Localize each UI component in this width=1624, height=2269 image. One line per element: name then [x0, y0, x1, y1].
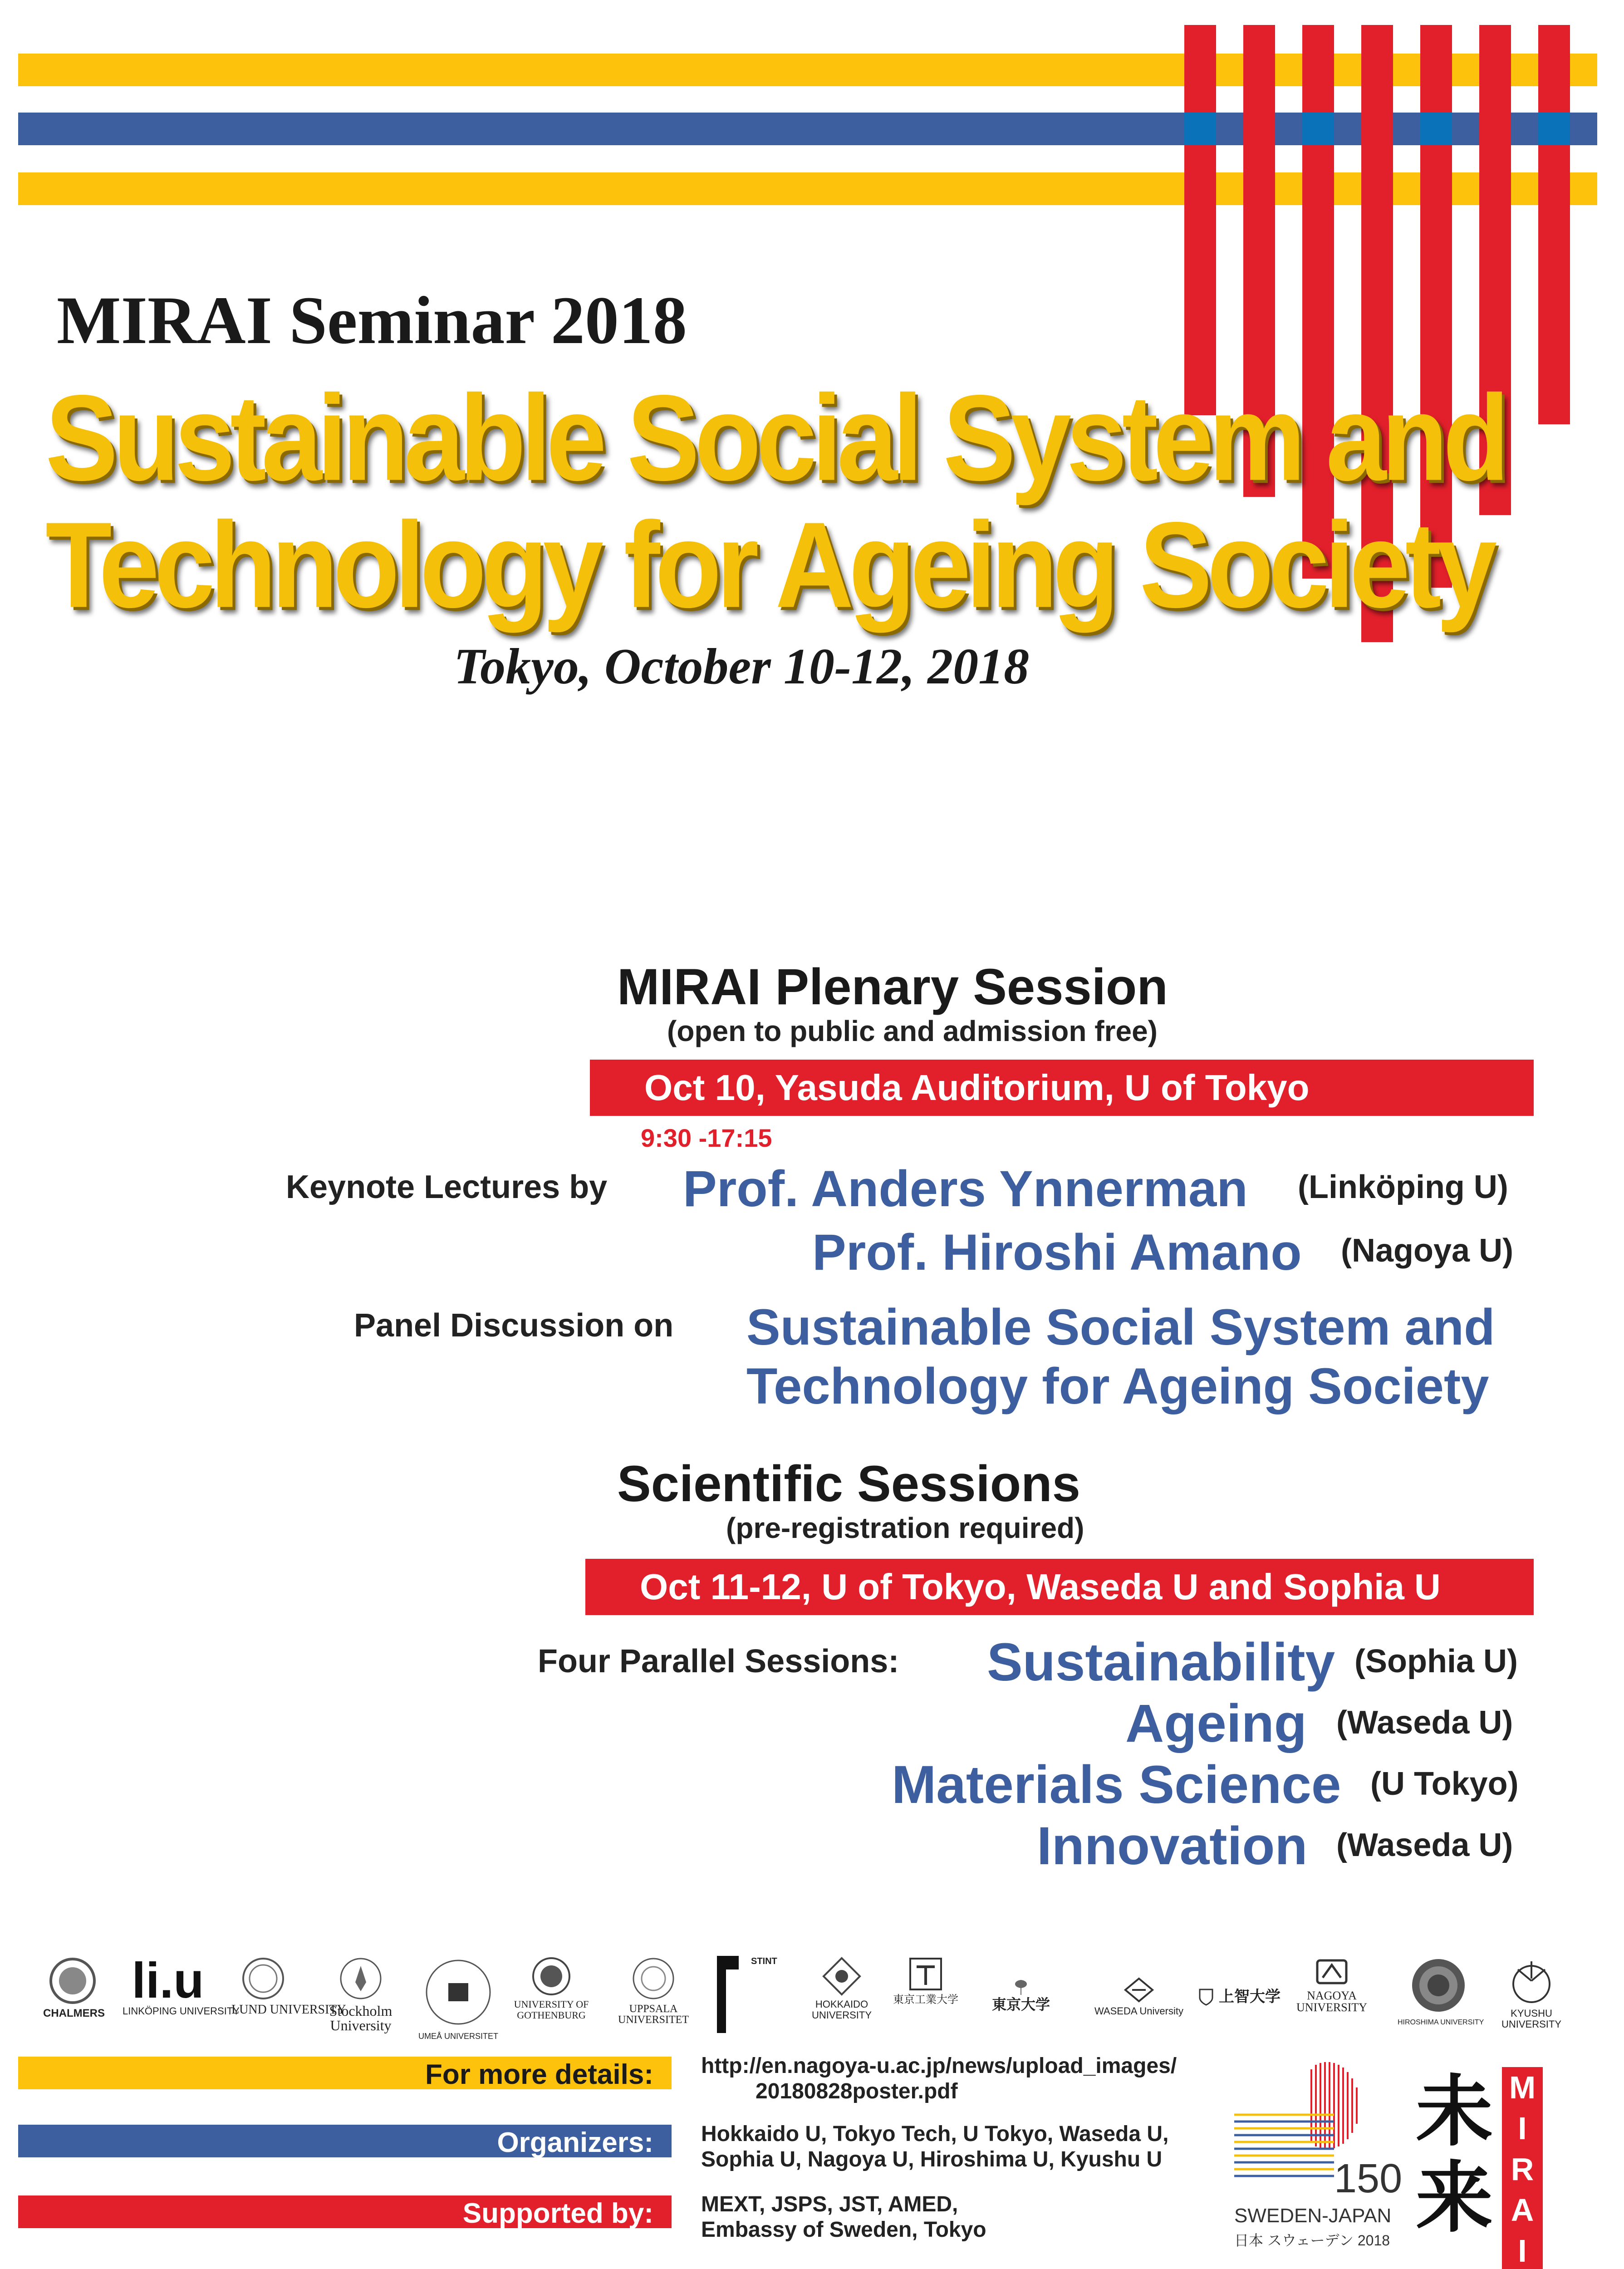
- event-date: Tokyo, October 10-12, 2018: [454, 638, 1030, 695]
- sophia-logo: [1193, 1988, 1284, 2065]
- organizers-bar: [18, 2125, 672, 2157]
- logo-label: LUND UNIVERSITY: [231, 2003, 346, 2017]
- weave-cross: [1184, 113, 1216, 145]
- sophia-row: [1193, 1988, 1284, 2006]
- panel-topic-line-1: Sustainable Social System and: [746, 1299, 1495, 1356]
- scientific-title: Scientific Sessions: [617, 1455, 1080, 1512]
- speaker-name: Prof. Anders Ynnerman: [683, 1160, 1248, 1217]
- top-stripe-blue: [18, 113, 1597, 145]
- panel-topic-line-2: Technology for Ageing Society: [746, 1358, 1489, 1414]
- mirai-kanji-1: 未: [1416, 2070, 1493, 2155]
- weave-cross: [1420, 113, 1452, 145]
- session-name: Sustainability: [987, 1632, 1335, 1692]
- logo-label: UNIVERSITY OF GOTHENBURG: [514, 1999, 589, 2021]
- speaker-affiliation: (Linköping U): [1298, 1169, 1508, 1205]
- logo-label: HOKKAIDO UNIVERSITY: [811, 1999, 872, 2021]
- mirai-letter: I: [1518, 2233, 1527, 2269]
- parallel-label: Four Parallel Sessions:: [538, 1643, 899, 1680]
- scientific-banner-text: Oct 11-12, U of Tokyo, Waseda U and Sophia U: [640, 1567, 1441, 1607]
- session-affiliation: (Waseda U): [1336, 1827, 1513, 1863]
- logo-label: UMEÅ UNIVERSITET: [418, 2032, 499, 2041]
- waseda-mark-icon: [1123, 1976, 1155, 2004]
- logo-label: 東京工業大学: [893, 1994, 958, 2006]
- speaker-affiliation: (Nagoya U): [1341, 1233, 1514, 1269]
- utokyo-icho-icon: [1012, 1979, 1030, 1997]
- panel-label: Panel Discussion on: [354, 1307, 674, 1344]
- liu-mark: li.u: [132, 1953, 204, 2009]
- details-url-line-2[interactable]: 20180828poster.pdf: [756, 2079, 958, 2103]
- uppsala-logo: [613, 1956, 694, 2033]
- stockholm-seal-icon: [338, 1956, 383, 2001]
- scientific-note: (pre-registration required): [726, 1512, 1084, 1544]
- plenary-time: 9:30 -17:15: [641, 1124, 772, 1152]
- sweden-japan-150-mark: [1225, 2060, 1407, 2269]
- weave-bar: [1184, 25, 1216, 415]
- hokkaido-mark-icon: [821, 1956, 862, 1997]
- tokyo-tech-mark-icon: [908, 1956, 944, 1992]
- top-stripe-yellow-2: [18, 172, 1597, 205]
- supported-line-2: Embassy of Sweden, Tokyo: [701, 2218, 986, 2242]
- sophia-crest-icon: [1197, 1988, 1215, 2006]
- plenary-banner-text: Oct 10, Yasuda Auditorium, U of Tokyo: [644, 1067, 1310, 1108]
- weave-bar: [1538, 25, 1570, 424]
- stint-logo: [717, 1956, 785, 2033]
- plenary-banner: [590, 1060, 1534, 1116]
- stint-mark-icon: [717, 1956, 744, 2033]
- headline-line-1: Sustainable Social System and: [45, 369, 1505, 506]
- lund-logo: [231, 1956, 346, 2033]
- session-affiliation: (Waseda U): [1336, 1704, 1513, 1741]
- logo-label: KYUSHU UNIVERSITY: [1501, 2008, 1562, 2030]
- mirai-kanji: [1416, 2069, 1493, 2242]
- hiroshima-seal-icon: [1409, 1956, 1468, 2015]
- anniversary-line-2: 日本 スウェーデン 2018: [1234, 2232, 1390, 2249]
- speaker-name: Prof. Hiroshi Amano: [812, 1224, 1302, 1281]
- organizers-label: Organizers:: [497, 2127, 653, 2158]
- plenary-note: (open to public and admission free): [667, 1015, 1158, 1047]
- mirai-letter: M: [1509, 2070, 1536, 2105]
- details-bar: [18, 2057, 672, 2089]
- mirai-letters-box: [1502, 2067, 1543, 2269]
- nagoya-mark-icon: [1314, 1956, 1350, 1988]
- gothenburg-seal-icon: [531, 1956, 572, 1997]
- anniversary-number: 150: [1334, 2156, 1403, 2201]
- scientific-banner: [585, 1559, 1534, 1615]
- kyushu-logo: [1497, 1956, 1565, 2033]
- logo-label: UPPSALA UNIVERSITET: [618, 2003, 689, 2026]
- logo-label: LINKÖPING UNIVERSITY: [123, 2005, 240, 2017]
- logo-label: Stockholm University: [329, 2003, 393, 2033]
- umea-logo: [417, 1956, 499, 2041]
- mirai-kanji-2: 来: [1416, 2156, 1493, 2241]
- session-name: Innovation: [1037, 1816, 1308, 1876]
- organizers-line-2: Sophia U, Nagoya U, Hiroshima U, Kyushu U: [701, 2147, 1163, 2171]
- logo-label: CHALMERS: [43, 2007, 105, 2019]
- keynote-label: Keynote Lectures by: [286, 1169, 608, 1205]
- logo-label: 東京大学: [991, 1996, 1050, 2013]
- session-affiliation: (U Tokyo): [1370, 1766, 1519, 1802]
- anniversary-line-1: SWEDEN-JAPAN: [1234, 2205, 1392, 2227]
- liu-logo: [123, 1953, 240, 2033]
- mirai-letter: R: [1511, 2151, 1534, 2187]
- nagoya-logo: [1293, 1956, 1370, 2033]
- plenary-title: MIRAI Plenary Session: [617, 958, 1168, 1015]
- session-name: Materials Science: [892, 1755, 1341, 1815]
- logo-label: STINT: [751, 1956, 777, 1966]
- uppsala-seal-icon: [631, 1956, 676, 2001]
- chalmers-crest-icon: [48, 1956, 98, 2006]
- hiroshima-logo: [1398, 1956, 1484, 2033]
- supported-bar: [18, 2195, 672, 2228]
- details-url-line-1[interactable]: http://en.nagoya-u.ac.jp/news/upload_images/: [701, 2054, 1177, 2078]
- session-name: Ageing: [1125, 1694, 1307, 1753]
- mirai-letter: A: [1511, 2192, 1534, 2228]
- headline-line-2: Technology for Ageing Society: [45, 496, 1492, 633]
- mirai-letter: I: [1518, 2111, 1527, 2146]
- logo-label: 上智大学: [1219, 1988, 1281, 2005]
- weave-cross: [1538, 113, 1570, 145]
- organizers-line-1: Hokkaido U, Tokyo Tech, U Tokyo, Waseda U,: [701, 2122, 1169, 2146]
- stockholm-logo: [318, 1956, 404, 2033]
- session-affiliation: (Sophia U): [1354, 1643, 1518, 1680]
- hokkaido-logo: [808, 1956, 876, 2033]
- supported-line-1: MEXT, JSPS, JST, AMED,: [701, 2192, 958, 2216]
- gothenburg-logo: [506, 1956, 597, 2033]
- umea-seal-icon: [422, 1956, 495, 2028]
- logo-label: WASEDA University: [1094, 2005, 1183, 2017]
- weave-cross: [1302, 113, 1334, 145]
- chalmers-logo: [43, 1956, 105, 2033]
- logo-label: NAGOYA UNIVERSITY: [1296, 1989, 1367, 2014]
- seminar-title: MIRAI Seminar 2018: [57, 283, 687, 358]
- waseda-logo: [1089, 1976, 1189, 2053]
- kyushu-crest-icon: [1506, 1956, 1556, 2006]
- top-stripe-yellow-1: [18, 54, 1597, 86]
- utokyo-logo: [976, 1979, 1066, 2056]
- logo-label: HIROSHIMA UNIVERSITY: [1398, 2019, 1484, 2026]
- details-label: For more details:: [425, 2059, 653, 2090]
- supported-label: Supported by:: [462, 2198, 653, 2229]
- tokyo-tech-logo: [889, 1956, 962, 2033]
- lund-seal-icon: [240, 1956, 286, 2001]
